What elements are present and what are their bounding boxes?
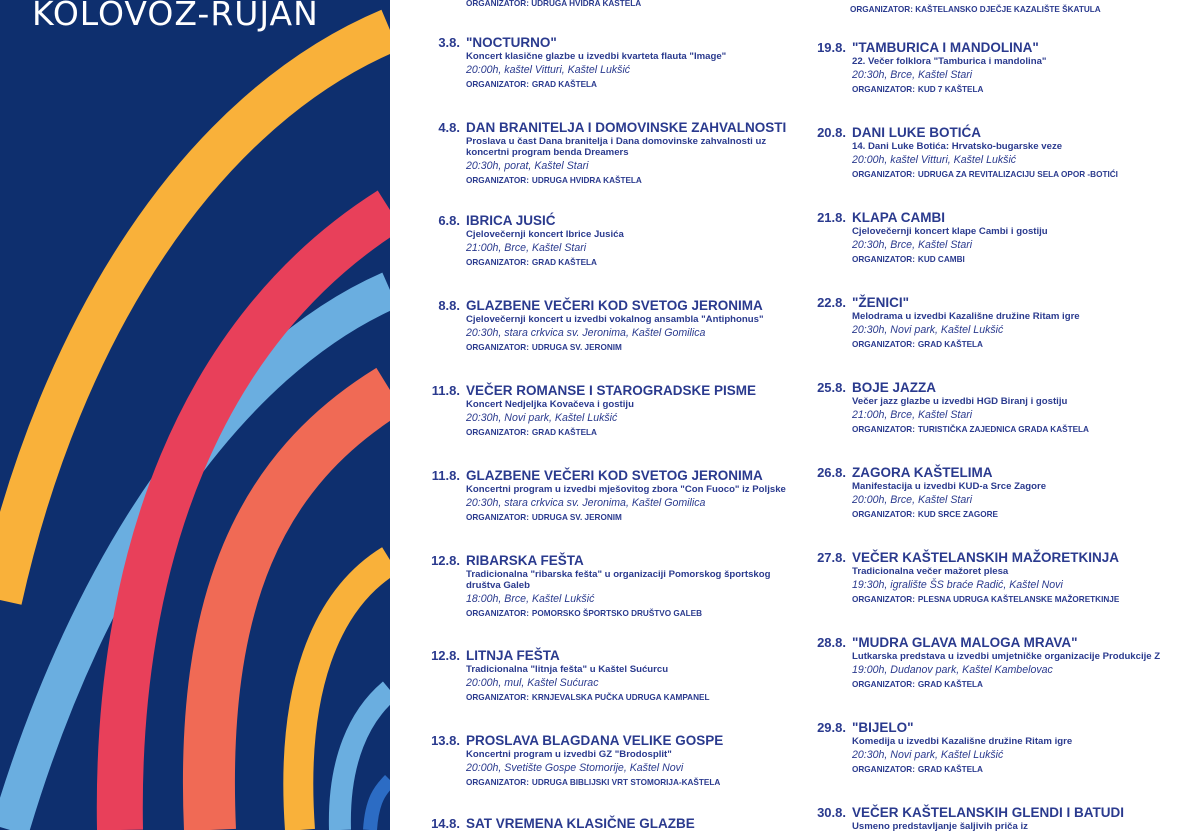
event-description: Melodrama u izvedbi Kazališne družine Ritam igre xyxy=(852,311,1080,322)
event-organizer xyxy=(852,594,1192,605)
event-description: Usmeno predstavljanje šaljivih priča iz xyxy=(852,821,1028,832)
event-time-place: 20:30h, Novi park, Kaštel Lukšić xyxy=(852,324,1004,336)
event-time-place: 20:30h, porat, Kaštel Stari xyxy=(466,160,589,172)
organizer-name: UDRUGA SV. JERONIM xyxy=(531,343,622,352)
event-body xyxy=(466,815,806,832)
event-time-place: 20:30h, Novi park, Kaštel Lukšić xyxy=(852,749,1004,761)
event-description: Cjelovečernji koncert Ibrice Jusića xyxy=(466,229,624,240)
top-organizer-line: ORGANIZATOR: UDRUGA HVIDRA KAŠTELA xyxy=(466,0,642,8)
event-date: 12.8. xyxy=(431,553,460,568)
event-date: 20.8. xyxy=(817,125,846,140)
organizer-label: ORGANIZATOR: xyxy=(466,513,529,522)
event-body xyxy=(466,647,806,703)
event-organizer xyxy=(466,342,806,353)
organizer-label: ORGANIZATOR: xyxy=(466,693,529,702)
event-body xyxy=(466,297,806,353)
organizer-name: GRAD KAŠTELA xyxy=(917,680,983,689)
event-date: 13.8. xyxy=(431,733,460,748)
event-description: Cjelovečernji koncert klape Cambi i gostiju xyxy=(852,226,1048,237)
event-description: Večer jazz glazbe u izvedbi HGD Biranj i gostiju xyxy=(852,396,1068,407)
organizer-label: ORGANIZATOR: xyxy=(852,170,915,179)
organizer-label: ORGANIZATOR: xyxy=(852,340,915,349)
event-title: ZAGORA KAŠTELIMA xyxy=(852,465,993,480)
event-date: 14.8. xyxy=(431,816,460,831)
organizer-label: ORGANIZATOR: xyxy=(466,258,529,267)
event-title: KLAPA CAMBI xyxy=(852,210,945,225)
event-time-place: 18:00h, Brce, Kaštel Lukšić xyxy=(466,593,595,605)
organizer-name: GRAD KAŠTELA xyxy=(917,340,983,349)
organizer-label: ORGANIZATOR: xyxy=(852,680,915,689)
event-description: 14. Dani Luke Botića: Hrvatsko-bugarske veze xyxy=(852,141,1063,152)
event-title: GLAZBENE VEČERI KOD SVETOG JERONIMA xyxy=(466,468,763,483)
organizer-name: KUD SRCE ZAGORE xyxy=(917,510,998,519)
event-time-place: 20:00h, Svetište Gospe Stomorije, Kaštel Novi xyxy=(466,762,684,774)
event-body xyxy=(852,464,1192,520)
event-time-place: 20:00h, mul, Kaštel Sućurac xyxy=(466,677,599,689)
event-description: Koncertni program u izvedbi GZ "Brodosplit" xyxy=(466,749,672,760)
organizer-name: GRAD KAŠTELA xyxy=(917,765,983,774)
event-body xyxy=(852,294,1192,350)
organizer-name: GRAD KAŠTELA xyxy=(531,258,597,267)
event-time-place: 20:30h, stara crkvica sv. Jeronima, Kaštel Gomilica xyxy=(466,497,706,509)
event-title: IBRICA JUSIĆ xyxy=(466,213,556,228)
organizer-label: ORGANIZATOR: xyxy=(466,428,529,437)
event-title: "MUDRA GLAVA MALOGA MRAVA" xyxy=(852,635,1078,650)
event-date: 11.8. xyxy=(431,383,460,398)
event-description: Proslava u čast Dana branitelja i Dana domovinske zahvalnosti uz koncertni program benda Dreamers xyxy=(466,136,767,158)
organizer-label: ORGANIZATOR: xyxy=(852,255,915,264)
event-title: VEČER KAŠTELANSKIH MAŽORETKINJA xyxy=(852,550,1120,565)
event-body xyxy=(466,119,806,186)
event-description: Lutkarska predstava u izvedbi umjetničke organizacije Produkcije Z xyxy=(852,651,1161,662)
event-body xyxy=(852,379,1192,435)
organizer-label: ORGANIZATOR: xyxy=(852,85,915,94)
event-organizer xyxy=(466,257,806,268)
event-date: 6.8. xyxy=(438,213,460,228)
organizer-name: GRAD KAŠTELA xyxy=(531,80,597,89)
organizer-label: ORGANIZATOR: xyxy=(466,778,529,787)
event-body xyxy=(852,39,1192,95)
event-title: PROSLAVA BLAGDANA VELIKE GOSPE xyxy=(466,733,724,748)
event-date: 29.8. xyxy=(817,720,846,735)
event-organizer xyxy=(466,692,806,703)
event-body xyxy=(852,549,1192,605)
event-organizer xyxy=(466,79,806,90)
event-body xyxy=(466,467,806,523)
event-body xyxy=(852,634,1192,690)
event-organizer xyxy=(466,512,806,523)
top-organizer-line: ORGANIZATOR: KAŠTELANSKO DJEČJE KAZALIŠTE ŠKATULA xyxy=(850,5,1101,14)
event-description: Manifestacija u izvedbi KUD-a Srce Zagore xyxy=(852,481,1047,492)
event-time-place: 20:30h, stara crkvica sv. Jeronima, Kaštel Gomilica xyxy=(466,327,706,339)
arc-decoration xyxy=(0,0,390,830)
event-time-place: 21:00h, Brce, Kaštel Stari xyxy=(852,409,973,421)
event-title: VEČER ROMANSE I STAROGRADSKE PISME xyxy=(466,383,757,398)
cover-title: KOLOVOZ-RUJAN xyxy=(32,0,319,33)
organizer-label: ORGANIZATOR: xyxy=(466,176,529,185)
organizer-label: ORGANIZATOR: xyxy=(852,595,915,604)
event-title: DAN BRANITELJA I DOMOVINSKE ZAHVALNOSTI xyxy=(466,120,787,135)
event-organizer xyxy=(852,764,1192,775)
organizer-name: KRNJEVALSKA PUČKA UDRUGA KAMPANEL xyxy=(531,693,710,702)
event-organizer xyxy=(852,254,1192,265)
event-organizer xyxy=(852,679,1192,690)
event-date: 4.8. xyxy=(438,120,460,135)
event-title: VEČER KAŠTELANSKIH GLENDI I BATUDI xyxy=(852,805,1125,820)
event-title: SAT VREMENA KLASIČNE GLAZBE xyxy=(466,816,695,831)
organizer-name: UDRUGA HVIDRA KAŠTELA xyxy=(531,176,642,185)
organizer-name: UDRUGA ZA REVITALIZACIJU SELA OPOR -BOTIĆI xyxy=(917,170,1118,179)
event-date: 30.8. xyxy=(817,805,846,820)
event-date: 27.8. xyxy=(817,550,846,565)
event-title: "ŽENICI" xyxy=(852,295,910,310)
organizer-name: POMORSKO ŠPORTSKO DRUŠTVO GALEB xyxy=(531,609,703,618)
event-description: Tradicionalna "litnja fešta" u Kaštel Sućurcu xyxy=(466,664,669,675)
organizer-name: GRAD KAŠTELA xyxy=(531,428,597,437)
event-time-place: 20:00h, kaštel Vitturi, Kaštel Lukšić xyxy=(466,64,631,76)
event-body xyxy=(466,552,806,619)
event-organizer xyxy=(466,427,806,438)
event-title: LITNJA FEŠTA xyxy=(466,648,560,663)
event-date: 28.8. xyxy=(817,635,846,650)
event-date: 21.8. xyxy=(817,210,846,225)
organizer-name: TURISTIČKA ZAJEDNICA GRADA KAŠTELA xyxy=(917,425,1089,434)
event-description: Cjelovečernji koncert u izvedbi vokalnog ansambla "Antiphonus" xyxy=(466,314,764,325)
event-body xyxy=(852,719,1192,775)
event-date: 19.8. xyxy=(817,40,846,55)
event-time-place: 20:00h, Brce, Kaštel Stari xyxy=(852,494,973,506)
event-time-place: 19:30h, igralište ŠS braće Radić, Kaštel Novi xyxy=(852,579,1063,591)
event-organizer xyxy=(852,339,1192,350)
event-date: 3.8. xyxy=(438,35,460,50)
event-time-place: 21:00h, Brce, Kaštel Stari xyxy=(466,242,587,254)
event-title: DANI LUKE BOTIĆA xyxy=(852,125,981,140)
event-description: Koncert klasične glazbe u izvedbi kvarteta flauta "Image" xyxy=(466,51,727,62)
organizer-label: ORGANIZATOR: xyxy=(852,425,915,434)
event-description: Tradicionalna večer mažoret plesa xyxy=(852,566,1009,577)
event-title: RIBARSKA FEŠTA xyxy=(466,553,584,568)
organizer-label: ORGANIZATOR: xyxy=(852,765,915,774)
organizer-label: ORGANIZATOR: xyxy=(466,609,529,618)
organizer-name: UDRUGA BIBLIJSKI VRT STOMORIJA-KAŠTELA xyxy=(531,778,721,787)
organizer-label: ORGANIZATOR: xyxy=(466,343,529,352)
event-organizer xyxy=(466,777,806,788)
event-title: BOJE JAZZA xyxy=(852,380,937,395)
event-title: "BIJELO" xyxy=(852,720,914,735)
event-date: 8.8. xyxy=(438,298,460,313)
event-time-place: 19:00h, Dudanov park, Kaštel Kambelovac xyxy=(852,664,1053,676)
event-organizer xyxy=(466,608,806,619)
event-date: 22.8. xyxy=(817,295,846,310)
event-organizer xyxy=(852,509,1192,520)
event-time-place: 20:30h, Brce, Kaštel Stari xyxy=(852,239,973,251)
event-time-place: 20:00h, kaštel Vitturi, Kaštel Lukšić xyxy=(852,154,1017,166)
event-body xyxy=(466,382,806,438)
event-date: 11.8. xyxy=(431,468,460,483)
event-organizer xyxy=(852,84,1192,95)
organizer-label: ORGANIZATOR: xyxy=(852,510,915,519)
event-title: "TAMBURICA I MANDOLINA" xyxy=(852,40,1039,55)
event-date: 25.8. xyxy=(817,380,846,395)
event-organizer xyxy=(852,169,1192,180)
cover-artwork xyxy=(0,0,390,830)
event-body xyxy=(852,804,1192,832)
event-time-place: 20:30h, Brce, Kaštel Stari xyxy=(852,69,973,81)
event-date: 12.8. xyxy=(431,648,460,663)
event-title: "NOCTURNO" xyxy=(466,35,557,50)
organizer-label: ORGANIZATOR: xyxy=(466,80,529,89)
event-organizer xyxy=(466,175,806,186)
event-description: Tradicionalna "ribarska fešta" u organizaciji Pomorskog športskog društva Galeb xyxy=(466,569,771,591)
event-organizer xyxy=(852,424,1192,435)
event-body xyxy=(466,212,806,268)
event-time-place: 20:30h, Novi park, Kaštel Lukšić xyxy=(466,412,618,424)
organizer-name: UDRUGA SV. JERONIM xyxy=(531,513,622,522)
event-description: 22. Večer folklora "Tamburica i mandolina" xyxy=(852,56,1047,67)
organizer-name: KUD CAMBI xyxy=(917,255,965,264)
organizer-name: KUD 7 KAŠTELA xyxy=(917,85,984,94)
event-description: Komedija u izvedbi Kazališne družine Ritam igre xyxy=(852,736,1073,747)
event-body xyxy=(466,34,806,90)
event-body xyxy=(852,209,1192,265)
event-body xyxy=(852,124,1192,180)
event-date: 26.8. xyxy=(817,465,846,480)
event-body xyxy=(466,732,806,788)
event-title: GLAZBENE VEČERI KOD SVETOG JERONIMA xyxy=(466,298,763,313)
event-description: Koncert Nedjeljka Kovačeva i gostiju xyxy=(466,399,634,410)
organizer-name: PLESNA UDRUGA KAŠTELANSKE MAŽORETKINJE xyxy=(917,595,1120,604)
event-description: Koncertni program u izvedbi mješovitog zbora "Con Fuoco" iz Poljske xyxy=(466,484,786,495)
